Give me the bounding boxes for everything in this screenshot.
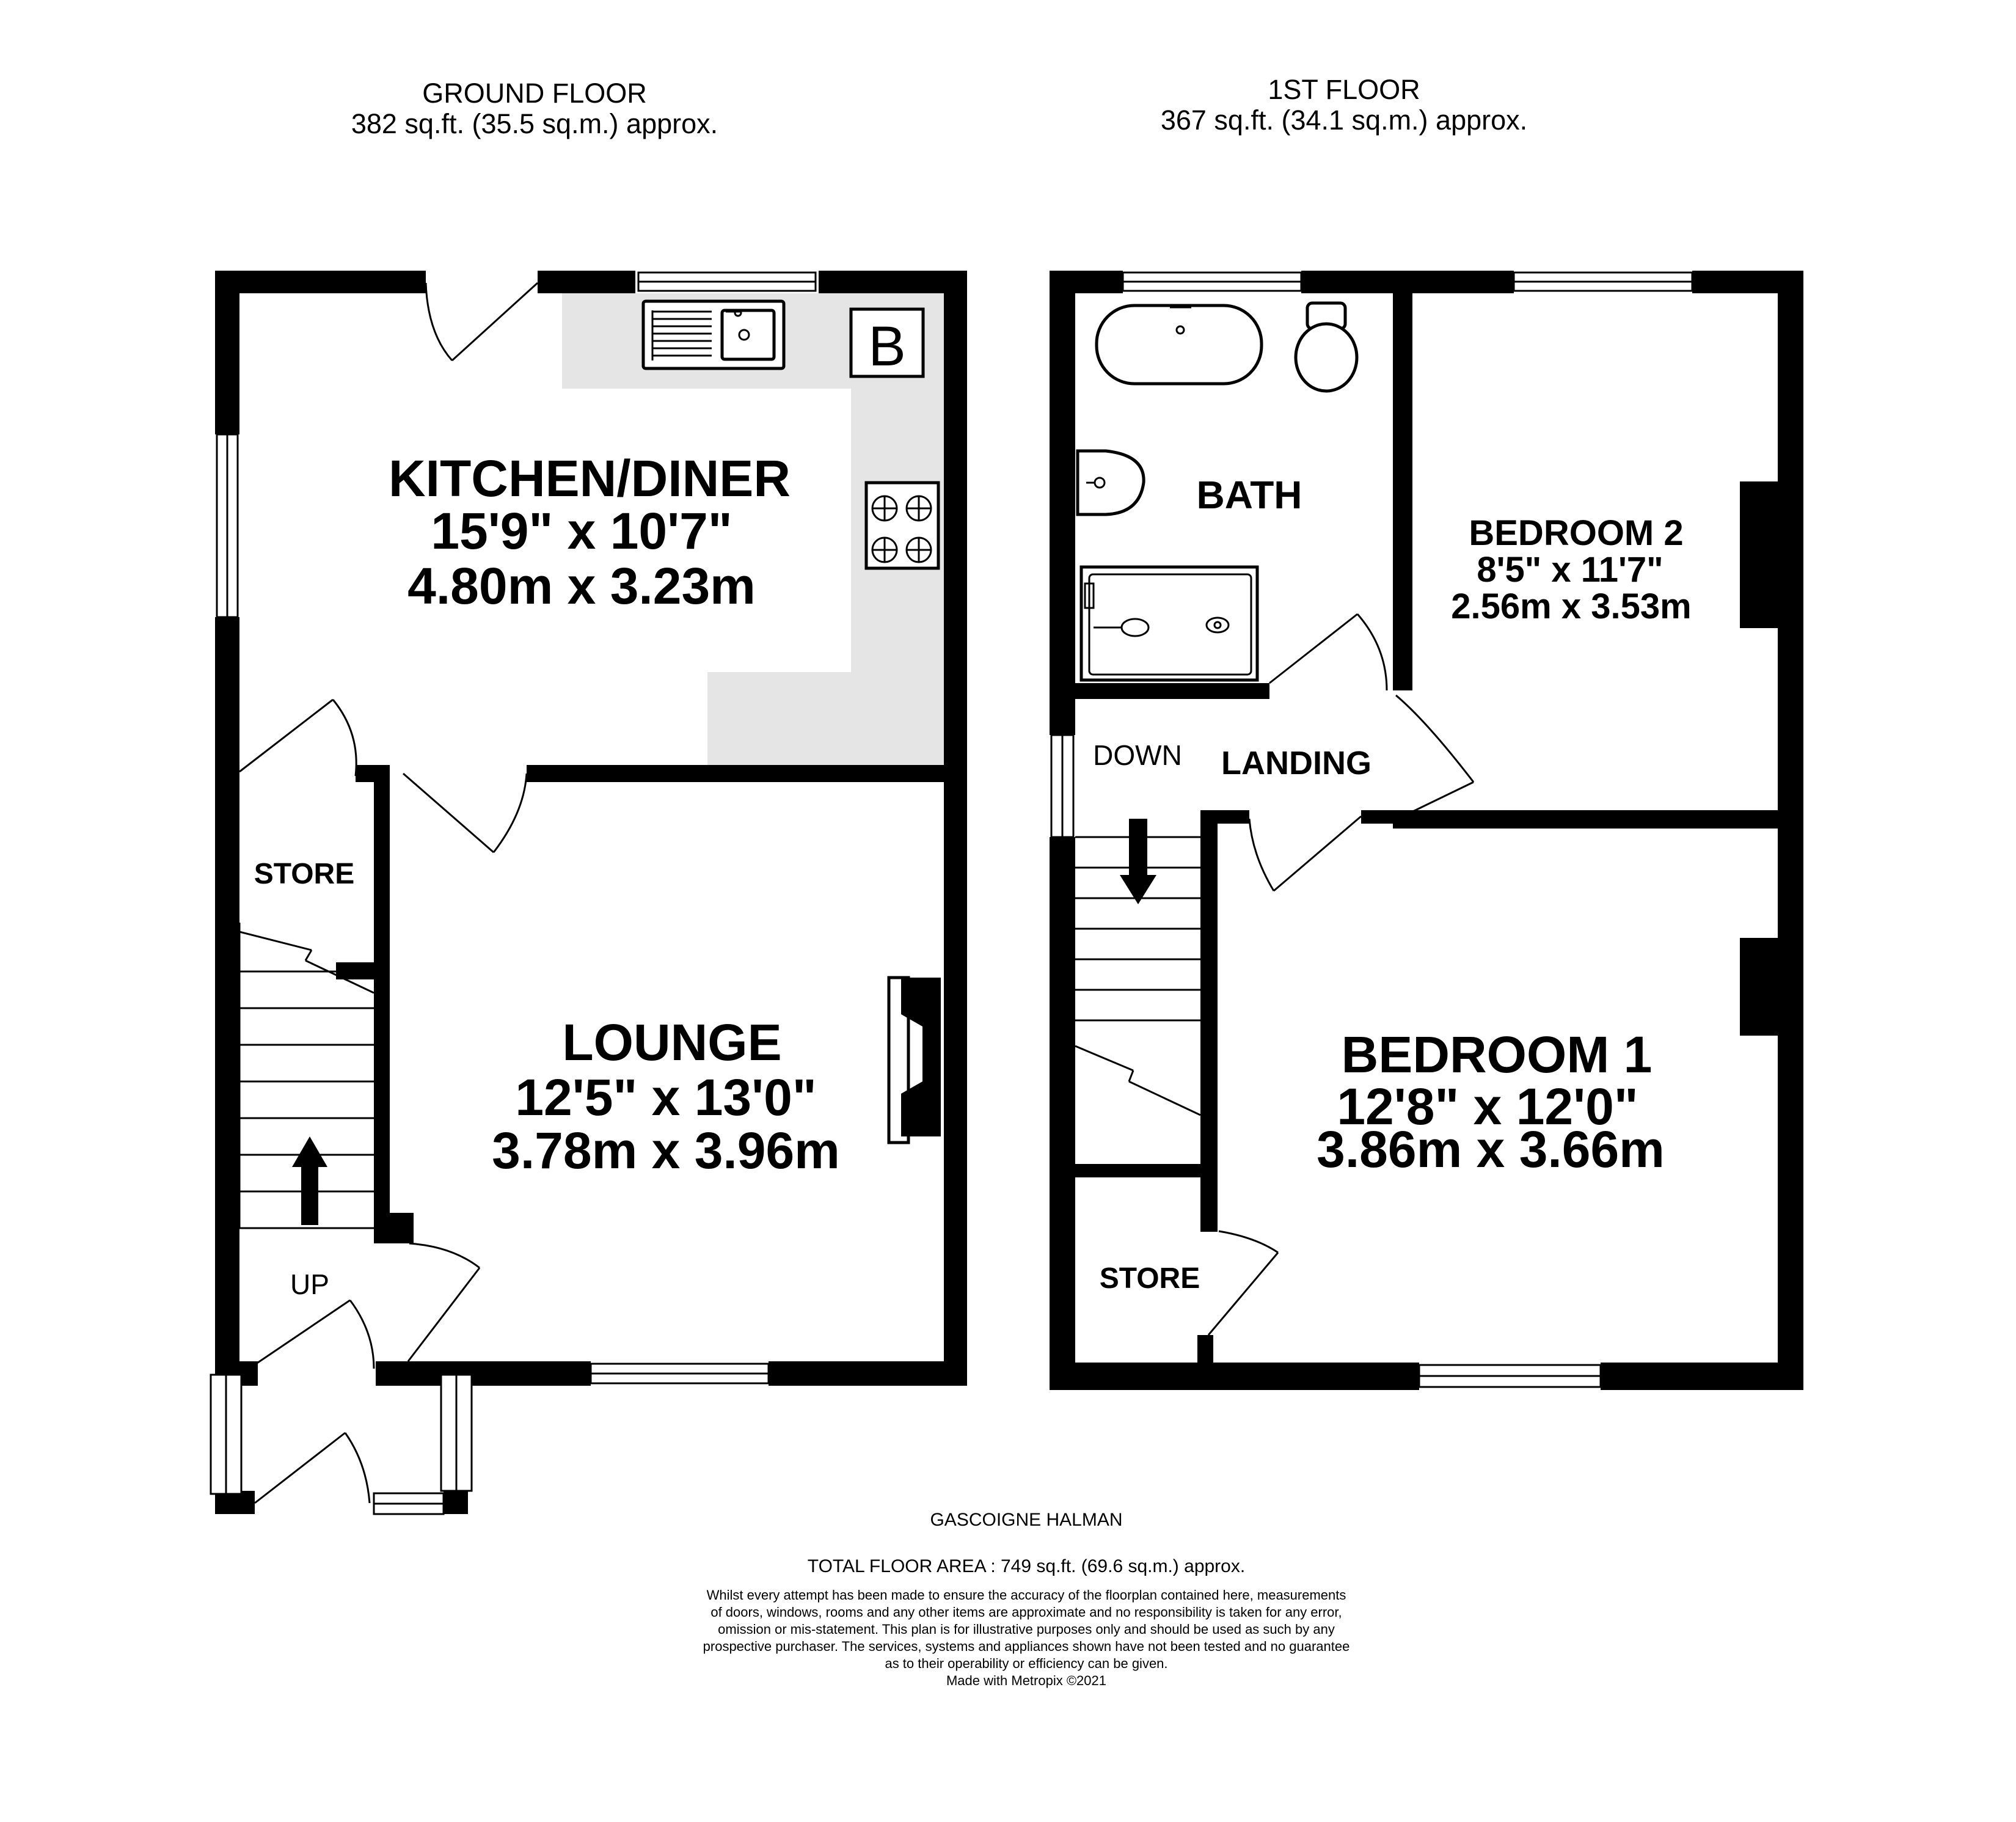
wall — [1393, 810, 1803, 829]
wall — [1361, 810, 1398, 824]
door — [255, 1433, 370, 1503]
door — [1396, 695, 1474, 819]
door — [408, 1243, 480, 1361]
stairs-up-label: UP — [290, 1268, 329, 1300]
room-dimensions-imperial: 12'5" x 13'0" — [515, 1069, 817, 1126]
room-label-lounge — [492, 1014, 840, 1179]
door — [1208, 1231, 1278, 1335]
basin-icon — [1078, 451, 1144, 514]
disclaimer — [703, 1587, 1350, 1688]
door — [1269, 614, 1387, 690]
sink-icon — [643, 301, 784, 368]
room-dimensions-imperial: 8'5" x 11'7" — [1477, 550, 1664, 590]
fireplace-icon — [889, 978, 941, 1143]
ground-floor-area: 382 sq.ft. (35.5 sq.m.) approx. — [351, 108, 718, 139]
boiler-label: B — [868, 315, 906, 378]
room-name: KITCHEN/DINER — [388, 450, 791, 507]
wall — [215, 271, 426, 293]
door — [244, 1300, 374, 1372]
shower-tray-icon — [1081, 567, 1257, 680]
up-arrow-icon — [292, 1136, 327, 1225]
bath-tub-icon — [1097, 305, 1262, 384]
down-arrow-icon — [1120, 819, 1156, 904]
wall — [444, 1491, 468, 1514]
room-dimensions-metric: 3.86m x 3.66m — [1317, 1121, 1665, 1178]
room-dimensions-metric: 2.56m x 3.53m — [1451, 587, 1692, 626]
wall — [1075, 683, 1269, 699]
wall — [1301, 271, 1514, 293]
wall — [374, 1213, 414, 1243]
wall — [1050, 837, 1075, 1390]
wall — [538, 271, 635, 293]
wall — [944, 271, 967, 1386]
room-label-bath: BATH — [1196, 473, 1302, 517]
door — [239, 700, 356, 776]
door — [426, 283, 538, 360]
wall — [1075, 1164, 1213, 1177]
wall — [527, 765, 966, 782]
boiler-icon — [851, 309, 923, 378]
wall — [1050, 271, 1075, 735]
room-label-store: STORE — [254, 858, 355, 890]
stairs-down-label: DOWN — [1093, 739, 1182, 771]
room-dimensions-imperial: 12'8" x 12'0" — [1337, 1078, 1638, 1135]
room-label-bedroom-2 — [1451, 513, 1691, 626]
wall — [374, 765, 390, 1217]
wall — [1197, 1335, 1213, 1366]
first-floor-area: 367 sq.ft. (34.1 sq.m.) approx. — [1160, 104, 1528, 136]
room-label-store: STORE — [1099, 1262, 1200, 1295]
toilet-icon — [1296, 303, 1357, 391]
room-name: LOUNGE — [562, 1014, 782, 1071]
hob-icon — [866, 483, 938, 568]
ground-floor-title: GROUND FLOOR — [422, 78, 647, 109]
wall — [1601, 1363, 1803, 1390]
agent-name: GASCOIGNE HALMAN — [930, 1510, 1123, 1530]
wall — [1050, 1363, 1419, 1390]
room-dimensions-imperial: 15'9" x 10'7" — [431, 502, 732, 560]
room-dimensions-metric: 4.80m x 3.23m — [407, 557, 756, 615]
disclaimer-line: Whilst every attempt has been made to ensure the accuracy of the floorplan contained here, measurements — [706, 1587, 1346, 1603]
room-name: BEDROOM 2 — [1469, 513, 1684, 553]
room-label-bedroom-1 — [1317, 1026, 1665, 1178]
wall — [376, 1361, 449, 1386]
disclaimer-line: omission or mis-statement. This plan is for illustrative purposes only and should be used as such by any — [718, 1622, 1335, 1637]
door — [403, 774, 527, 852]
disclaimer-line: as to their operability or efficiency can be given. — [885, 1656, 1168, 1671]
wall — [1778, 271, 1803, 1390]
room-dimensions-metric: 3.78m x 3.96m — [492, 1122, 840, 1179]
room-name: BEDROOM 1 — [1341, 1026, 1653, 1083]
wall — [769, 1361, 967, 1386]
chimney-breast — [1740, 481, 1778, 628]
room-label-landing: LANDING — [1221, 745, 1371, 781]
room-label-kitchen-diner — [389, 450, 791, 615]
disclaimer-line: prospective purchaser. The services, systems and appliances shown have not been tested and no guarantee — [703, 1639, 1350, 1654]
first-floor-title: 1ST FLOOR — [1268, 74, 1420, 105]
total-floor-area: TOTAL FLOOR AREA : 749 sq.ft. (69.6 sq.m.) approx. — [807, 1556, 1246, 1576]
wall — [215, 617, 239, 1375]
door — [1249, 816, 1361, 891]
disclaimer-line: of doors, windows, rooms and any other items are approximate and no responsibility is taken for any error, — [710, 1604, 1342, 1620]
chimney-breast — [1740, 938, 1778, 1036]
first-floor-plan — [1050, 271, 1803, 1390]
wall — [1393, 293, 1412, 690]
credit: Made with Metropix ©2021 — [946, 1673, 1107, 1688]
wall — [215, 271, 239, 434]
